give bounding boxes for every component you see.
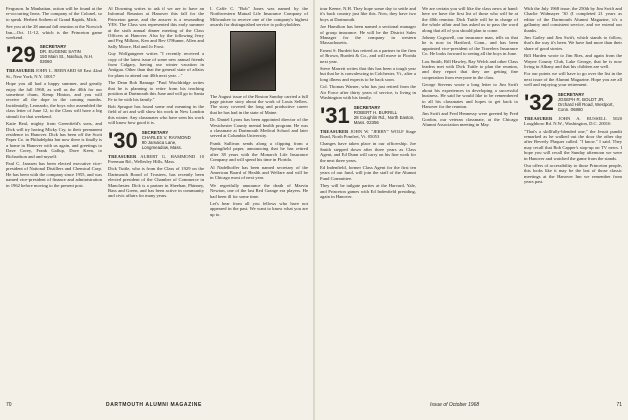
secretary-name: ROBERT H. BURRILL xyxy=(353,109,398,115)
class-year: '32 xyxy=(524,89,554,115)
page-number: 71 xyxy=(616,402,622,408)
left-page xyxy=(6,6,308,410)
paragraph: We regretfully announce the death of Marvin Newton, one of the last Red Grange era players. He had been ill for some time. xyxy=(210,182,308,199)
secretary-label: SECRETARY xyxy=(353,104,381,110)
treasurer-address: 60 East 42nd St., New York, N.Y. 10017 xyxy=(6,68,102,79)
secretary-label: SECRETARY xyxy=(557,91,585,97)
class-year: '30 xyxy=(108,127,138,153)
paragraph: Bill Harden wrote to Jim Ries, and again from the Wayne County Club, Lake George, that he is now living in Albany and that his children are well. xyxy=(524,53,622,70)
secretary-address: 90 Jamaica Lane, Longmeadow, Mass. xyxy=(141,139,182,150)
treasurer-name: JOHN L. BERNARD xyxy=(35,68,77,74)
paragraph: Al Nadelhoffer has been named secretary of the American Board of Health and Welfare and will be in Chicago most of next year. xyxy=(210,164,308,181)
paragraph: Frank Sullivan sends along a clipping from a Springfield paper, announcing that he has retired after 38 years with the Monarch Life Insurance Company and will spend his time in Florida. xyxy=(210,140,308,163)
issue-label: Issue of October 1968 xyxy=(430,402,480,408)
paragraph: George Stevens wrote a long letter to Jim Swift about his experiences in developing a successful business. He said he would like to be remembered to all his classmates and hopes to get back to Hanover for the reunion. xyxy=(422,82,518,109)
treasurer-label: TREASURER xyxy=(524,115,553,121)
treasurer-label: TREASURER xyxy=(320,128,349,134)
left-column-1 xyxy=(6,6,102,398)
page-number: 70 xyxy=(6,402,12,408)
class-year: '29 xyxy=(6,42,36,68)
left-column-3 xyxy=(210,6,308,398)
paragraph: Col. Thomas Warner, who has just retired from the Air Force after thirty years of service, is living in Washington with his family. xyxy=(320,84,416,101)
treasurer-name: ALBERT G. HAMMOND xyxy=(140,153,196,159)
class-heading-32 xyxy=(524,89,622,115)
treasurer-label: TREASURER xyxy=(108,153,137,159)
right-column-3 xyxy=(524,6,622,398)
paragraph: The Dean Bob Ramage "Paul Wooldridge writes that he is planning to retire from his teaching position at Dartmouth this June and will go to Santa Fe to be with his family." xyxy=(108,80,204,102)
paragraph: Katie Beal, mighty from Greenfield's sons, and Dick will try having Micky Cry, to their permanent residence in Hanover. Dick has been off the Scott Paper Co. in Philadelphia but now there is finally is a home in Hanover with us again, and greetings to Dave Corey, Frank Gallup, Dave Keen, to Richardson and and myself. xyxy=(6,121,102,159)
secretary-address: Orchard Hill Road, Westport, Conn. 06880 xyxy=(557,101,614,112)
paragraph: Lou Smith, Bill Hawley, Ray Welch and other Class leaders met with Dick Tuttle to plan the reunion, and they report that they are getting fine cooperation from everyone in the class. xyxy=(422,58,518,80)
paragraph: Al Downing writes to ask if we are to have an Informal Reunion at Hanover this fall for the Princeton game, and the answer is a resounding YES. The Class was represented this early summer at the sixth annual dinner meeting of the Class Officers at Hanover. Also by the following Jerry and Peg Milkins, Ken and Bev O'Hunne, Allen and Sally Moore, Hal and Jo Frost. xyxy=(108,6,204,49)
secretary-name: JOSEPH R. BOLDT JR. xyxy=(557,96,605,102)
paragraph: With the July 1968 issue, the 250th by Jim Swift and Charlie Widmayer '30 (I completed 21 years as editor of the Dartmouth Alumni Magazine, it's a gallantry and consistent service, and we extend our thanks. xyxy=(524,6,622,33)
paragraph: Joe Hamilton has been named a sectional manager of group insurance. He will be the District Sales Manager for the company in western Massachusetts. xyxy=(320,24,416,46)
paragraph: Paul C. Janssen has been elected executive vice-president of National Distillers and Chemical Corp. He has been with the company since 1955, and was named vice-president of finance and administration in 1962 before moving to the present post. xyxy=(6,160,102,188)
right-footer xyxy=(320,400,622,410)
secretary-label: SECRETARY xyxy=(141,129,169,135)
right-column-1 xyxy=(320,6,416,398)
right-page xyxy=(320,6,622,410)
paragraph: Our offers of accessibility to those Princeton people, this looks like it may be the last of those classic meetings at the Hanover Inn we remember from years past. xyxy=(524,162,622,185)
portrait-photo xyxy=(230,31,276,91)
treasurer-name: JOHN A. RUSSELL xyxy=(558,115,607,121)
paragraph: We are certain you will like the class news at hand: here we have the first list of those who will be at the 40th reunion. Dick Tuttle will be in charge of the whole affair and has asked us to pass the word along that all of you should plan to come. xyxy=(422,6,518,33)
paragraph: Ed Indenfield, former Class Agent for the first ten years of our fund, will join the staff of the Alumni Fund Committee. xyxy=(320,164,416,181)
paragraph: Jim Swift and Fred Hennessy were greeted by Fred Gordon, our veteran classmate, at the Chicago Alumni Association meeting in May. xyxy=(422,111,518,128)
paragraph: Steve Marrett writes that this has been a tough year but that he is convalescing in Colchester, Vt., after a long illness and expects to be back soon. xyxy=(320,66,416,82)
treasurer-label: TREASURER xyxy=(6,68,35,74)
treasurer-address: 10 Freeman Rd., Wellesley Hills, Mass. xyxy=(108,153,204,164)
secretary-address: 150 Main St., Nashua, N.H. 03060 xyxy=(39,54,94,65)
paragraph: See you at the 28 annual fall reunion at the Norwich Inn—Oct. 11-12, which is the Princeton game weekend. xyxy=(6,24,102,41)
paragraph: Ernest S. Burdett has retired as a partner in the firm of Brown, Burdett & Co., and will move to Florida next year. xyxy=(320,47,416,64)
paragraph: For our points we will have to go over the list in the next issue of the Alumni Magazine. Hope you are all well and enjoying your retirement. xyxy=(524,71,622,88)
treasurer-name: JOHN W. "JERRY" WOLF xyxy=(350,128,404,134)
paragraph: Jim Gailey and Jim Swift, which stands to follow, that's the way it's been. We have had more than their share of good stories. xyxy=(524,35,622,51)
secretary-name: DR. EUGENE SATIN xyxy=(39,49,81,55)
right-column-2 xyxy=(422,6,518,398)
paragraph: Dr. Daniel Lyons has been appointed director of the Westchester County mental health program. He was a classmate at Dartmouth Medical School and later served at Columbia University. xyxy=(210,117,308,139)
class-heading-29 xyxy=(6,44,102,66)
paragraph: The August issue of the Boston Sunday carried a full page picture story about the work of Louis Sellers. The story covered the long and productive career that he has had in the state of Maine. xyxy=(210,93,308,115)
paragraph: They will be tailgate parties at the Harvard, Yale, and Princeton games with Ed Indenfield presiding, again in Hanover. xyxy=(320,183,416,199)
left-footer xyxy=(6,400,308,410)
paragraph: I. Caffe C. "Bob" Jones was named by the Northwestern Mutual Life Insurance Company of Milwaukee to receive one of the company's highest awards for distinguished service to policyholders. xyxy=(210,6,308,28)
paragraph: Bob Sprague has found some real meaning in the field of art and will show his work in New London this winter. Any classmates who have seen his work will know how good it is. xyxy=(108,103,204,126)
paragraph: Ferguson. In Manhattan, action will be found at the re-occurring Irons. The company of the Colonel, so to speak. Herbert Sothem of Grand Rapids, Mich. xyxy=(6,6,102,22)
secretary-name: CHARLES V. RAYMOND xyxy=(141,134,191,140)
treasurer-address: 5020 Loughboro Rd. N.W., Washington, D.C. 20016 xyxy=(524,115,622,127)
paragraph: tour Keene, N.H. They hope some day to settle and it's back country just like this. Now, they have two boys at Dartmouth. xyxy=(320,6,416,22)
paragraph: Let's hear from all you fellows who have not appeared in the past. We want to know what you are up to. xyxy=(210,200,308,217)
paragraph: Guy Wolfgangerer writes "I recently received a copy of the latest issue of some new annual friends from Calgary, having our winter vacation in Antigua. Other than that the general state of affairs for plans to attend our 40th next year…" xyxy=(108,51,204,78)
paragraph: Changes have taken place in our officership. Joe Smith stepped down after three years as Class Agent, and Ed Dunn will carry on his fine work for the next three years. xyxy=(320,141,416,163)
class-heading-30 xyxy=(108,127,204,153)
left-column-2 xyxy=(108,6,204,398)
class-year: '31 xyxy=(320,102,350,128)
paragraph: "That's a skillfully-blended one," the Jesuit pundit remarked as he walked out the door the other day after Beverly Plaquer called. "I know." I said. They may recall that Bob Capper's stop-up on TV news. I hope you will recall the Sunday afternoon we were in Hanover and watched the game from the stands. xyxy=(524,128,622,161)
magazine-name: DARTMOUTH ALUMNI MAGAZINE xyxy=(106,402,202,408)
class-heading-31 xyxy=(320,102,416,128)
secretary-label: SECRETARY xyxy=(39,44,67,50)
treasurer-address: Stage Road, North Pomfret, Vt. 05053 xyxy=(320,128,416,139)
page-gutter xyxy=(313,0,315,420)
paragraph: Dick Tuttle, who is from the Class of 1929 on the Dartmouth Board of Trustees, has recently been elected president of the Chamber of Commerce in Manchester. Dick is a partner in Sheehan, Phinney, Bass and Green, and has been active in community and civic affairs for many years. xyxy=(108,166,204,199)
secretary-address: 28 Coughlin Rd., North Easton, Mass. 02356 xyxy=(353,114,415,125)
paragraph: Hope you all had a happy summer, and greatly enjoy the fall 1968, as well as the 40th for our sometime chum, Kemp Hinton, and you will receive all the dope in the coming months. Incidentally, Leonardo, the boys who assembled the class letter of June 12, to the Class will have a big stimuli for that weekend. xyxy=(6,81,102,119)
paragraph: Johnny Cogswell, our insurance man, tells us that he is now in Hartford, Conn., and has been appointed vice-president of the Travelers Insurance Co. He looks forward to seeing all the boys in June. xyxy=(422,35,518,57)
